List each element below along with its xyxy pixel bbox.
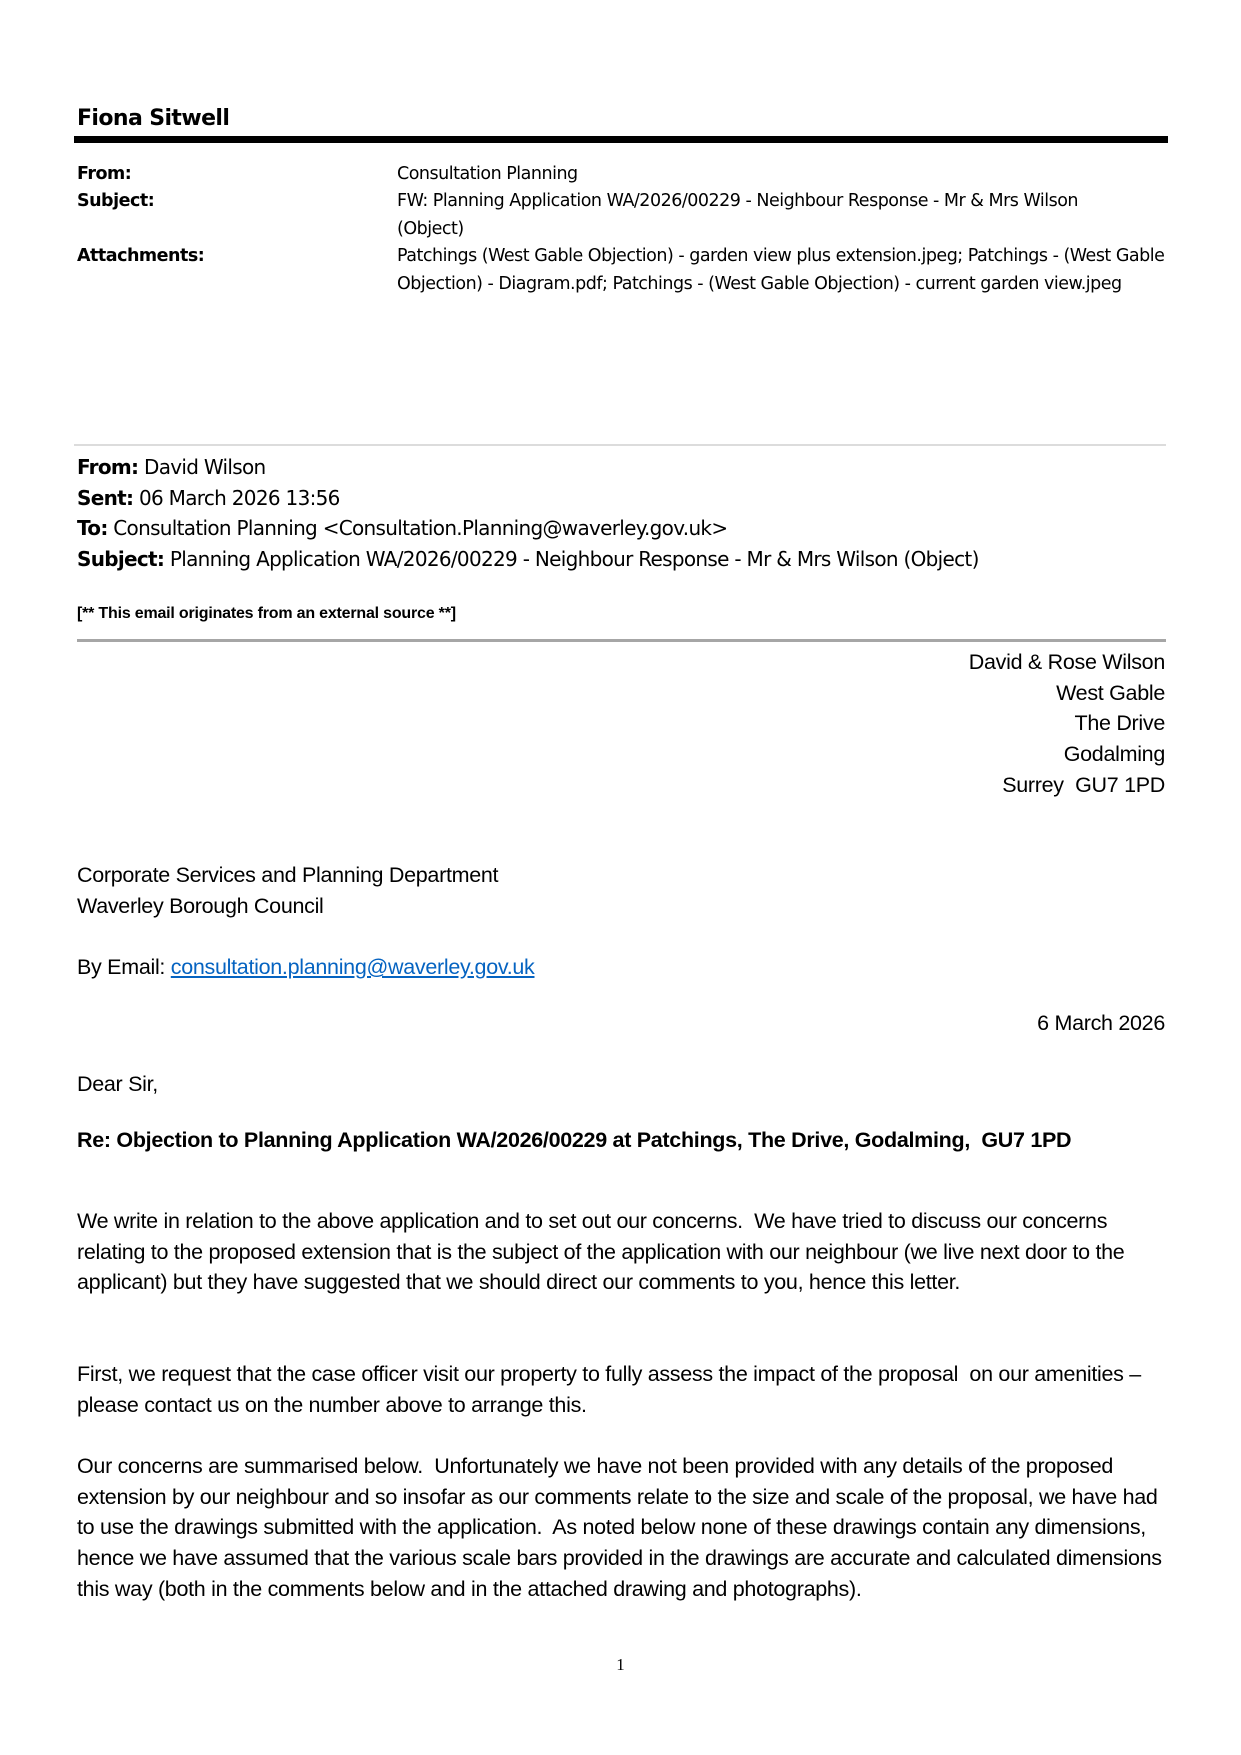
outer-from-value: Consultation Planning	[397, 164, 578, 184]
forwarded-from-row	[77, 452, 979, 483]
forwarded-to-row	[77, 513, 979, 544]
forwarded-subject-row	[77, 544, 979, 575]
forwarded-sent-label: Sent:	[77, 485, 134, 510]
sender-address-line: Surrey GU7 1PD	[1002, 772, 1165, 797]
printout-owner-name: Fiona Sitwell	[77, 106, 230, 131]
sender-address-line: David & Rose Wilson	[968, 650, 1165, 674]
outer-attachments-label: Attachments:	[77, 246, 205, 266]
sender-address-line: Godalming	[1063, 742, 1165, 767]
recipient-line: Corporate Services and Planning Department	[77, 863, 499, 887]
forwarded-sent-value: 06 March 2026 13:56	[138, 485, 340, 510]
sender-address	[969, 647, 1165, 801]
body-paragraph: First, we request that the case officer visit our property to fully assess the impact of the proposal on our amenities – please contact us on the number above to arrange this.	[77, 1362, 1147, 1417]
forwarded-from-value: David Wilson	[144, 455, 266, 479]
forwarded-sent-row	[77, 483, 979, 514]
sender-address-line: West Gable	[1056, 680, 1165, 705]
by-email-label: By Email:	[77, 955, 171, 979]
recipient-address	[77, 860, 498, 921]
outer-subject-label: Subject:	[77, 191, 155, 211]
re-heading: Re: Objection to Planning Application WA/2026/00229 at Patchings, The Drive, Godalming, GU7 1PD	[77, 1128, 1072, 1152]
recipient-line: Waverley Borough Council	[77, 893, 324, 918]
header-separator	[74, 444, 1166, 446]
sender-address-line: The Drive	[1074, 711, 1165, 736]
body-paragraph: Our concerns are summarised below. Unfortunately we have not been provided with any details of the proposed extension by our neighbour and so insofar as our comments relate to the size and scale of the proposal, we have had to use the drawings submitted with the application. As noted below none of these drawings contain any dimensions, hence we have assumed that the various scale bars provided in the drawings are accurate and calculated dimensions this way (both in the comments below and in the attached drawing and photographs).	[77, 1454, 1168, 1601]
forwarded-to-value: Consultation Planning <Consultation.Planning@waverley.gov.uk>	[113, 516, 728, 540]
outer-attachments-value[interactable]: Patchings (West Gable Objection) - garden view plus extension.jpeg; Patchings - (West Gable Objection) - Diagram.pdf; Patchings - (West Gable Objection) - current garden view.jpeg	[397, 246, 1165, 294]
external-notice-separator	[77, 639, 1166, 642]
page-number: 1	[616, 1655, 625, 1674]
salutation: Dear Sir,	[77, 1072, 158, 1096]
body-paragraph: We write in relation to the above application and to set out our concerns. We have tried to discuss our concerns relating to the proposed extension that is the subject of the application with our neighbour (we live next door to the applicant) but they have suggested that we should direct our comments to you, hence this letter.	[77, 1209, 1131, 1295]
by-email-line	[77, 952, 534, 983]
outer-from-label: From:	[77, 164, 132, 184]
letter-date: 6 March 2026	[1037, 1011, 1165, 1035]
external-source-notice: [** This email originates from an external source **]	[77, 605, 456, 622]
forwarded-email-header	[77, 452, 979, 574]
outer-subject-value: FW: Planning Application WA/2026/00229 - Neighbour Response - Mr & Mrs Wilson (Object)	[397, 191, 1079, 239]
forwarded-to-label: To:	[77, 516, 108, 540]
email-link[interactable]: consultation.planning@waverley.gov.uk	[170, 955, 535, 979]
forwarded-from-label: From:	[77, 455, 139, 479]
forwarded-subject-label: Subject:	[77, 546, 165, 571]
owner-heavy-rule	[74, 136, 1168, 143]
forwarded-subject-value: Planning Application WA/2026/00229 - Neighbour Response - Mr & Mrs Wilson (Object)	[169, 546, 979, 571]
